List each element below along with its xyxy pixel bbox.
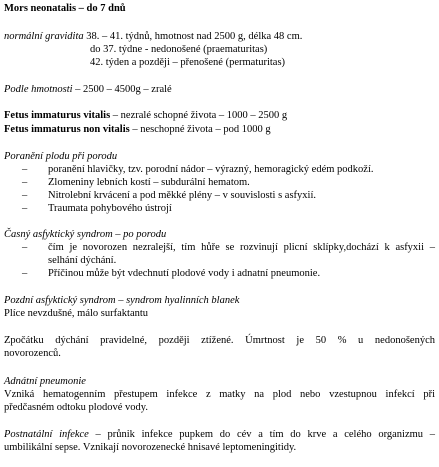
- list-item: poranění hlavičky, tzv. porodní nádor – výrazný, hemoragický edém podkoží.: [48, 164, 374, 175]
- list-bullet: –: [22, 164, 28, 175]
- list-item: čím je novorozen nezralejší, tím hůře se rozvinují plicní sklípky,dochází k asfyxii –: [48, 242, 435, 253]
- list-item: Traumata pohybového ústrojí: [48, 203, 172, 214]
- gravidita-label: normální gravidita: [4, 31, 84, 42]
- list-bullet: –: [22, 242, 28, 253]
- list-bullet: –: [22, 203, 28, 214]
- hmotnost-text: – 2500 – 4500g – zralé: [72, 84, 172, 95]
- list-item: Zlomeniny lebních kostí – subdurální hematom.: [48, 177, 250, 188]
- postnatalni-label: Postnatální infekce: [4, 429, 89, 440]
- adnatni-heading: Adnátní pneumonie: [4, 376, 86, 387]
- pozdni-heading: Pozdní asfyktický syndrom – syndrom hyalinních blanek: [4, 295, 240, 306]
- list-bullet: –: [22, 177, 28, 188]
- fetus-non-vitalis-text: – neschopné života – pod 1000 g: [129, 124, 271, 135]
- list-item: Nitrolební krvácení a pod měkké plény – v souvislosti s asfyxií.: [48, 190, 316, 201]
- hmotnost-line: [4, 83, 172, 96]
- dychani-line-1: Zpočátku dýchání pravidelné, později ztížené. Úmrtnost je 50 % u nedonošených: [4, 335, 435, 346]
- asfyxie-heading: Časný asfyktický syndrom – po porodu: [4, 229, 167, 240]
- list-bullet: –: [22, 268, 28, 279]
- gravidita-line-3: 42. týden a později – přenošené (permaturitas): [90, 57, 286, 68]
- postnatalni-line-2: umbilikální sepse. Vznikají novorozenecké hnisavé leptomeningitidy.: [4, 442, 297, 453]
- fetus-non-vitalis-line: [4, 123, 271, 136]
- gravidita-line-1: [4, 30, 302, 43]
- adnatni-line-2: předčasném odtoku plodové vody.: [4, 402, 148, 413]
- gravidita-line-2: do 37. týdne - nedonošené (praematuritas): [90, 44, 268, 55]
- fetus-vitalis-label: Fetus immaturus vitalis: [4, 110, 111, 121]
- fetus-vitalis-line: [4, 109, 287, 122]
- fetus-vitalis-text: – nezralé schopné života – 1000 – 2500 g: [110, 110, 288, 121]
- list-bullet: –: [22, 190, 28, 201]
- hmotnost-label: Podle hmotnosti: [4, 84, 73, 95]
- pozdni-text: Plíce nevzdušné, málo surfaktantu: [4, 308, 149, 319]
- postnatalni-text-1: – průnik infekce pupkem do cév a tím do krve a celého organizmu –: [88, 429, 435, 440]
- postnatalni-line-1: [4, 428, 435, 441]
- document-title: Mors neonatalis – do 7 dnů: [4, 3, 126, 14]
- gravidita-text-1: 38. – 41. týdnů, hmotnost nad 2500 g, délka 48 cm.: [86, 31, 303, 42]
- dychani-line-2: novorozenců.: [4, 348, 61, 359]
- list-item-continuation: selhání dýchání.: [48, 255, 117, 266]
- list-item: Příčinou může být vdechnutí plodové vody i adnatní pneumonie.: [48, 268, 321, 279]
- fetus-non-vitalis-label: Fetus immaturus non vitalis: [4, 124, 130, 135]
- poraneni-heading: Poranění plodu při porodu: [4, 151, 118, 162]
- adnatni-line-1: Vzniká hematogenním přestupem infekce z matky na plod nebo vzestupnou infekcí při: [4, 389, 435, 400]
